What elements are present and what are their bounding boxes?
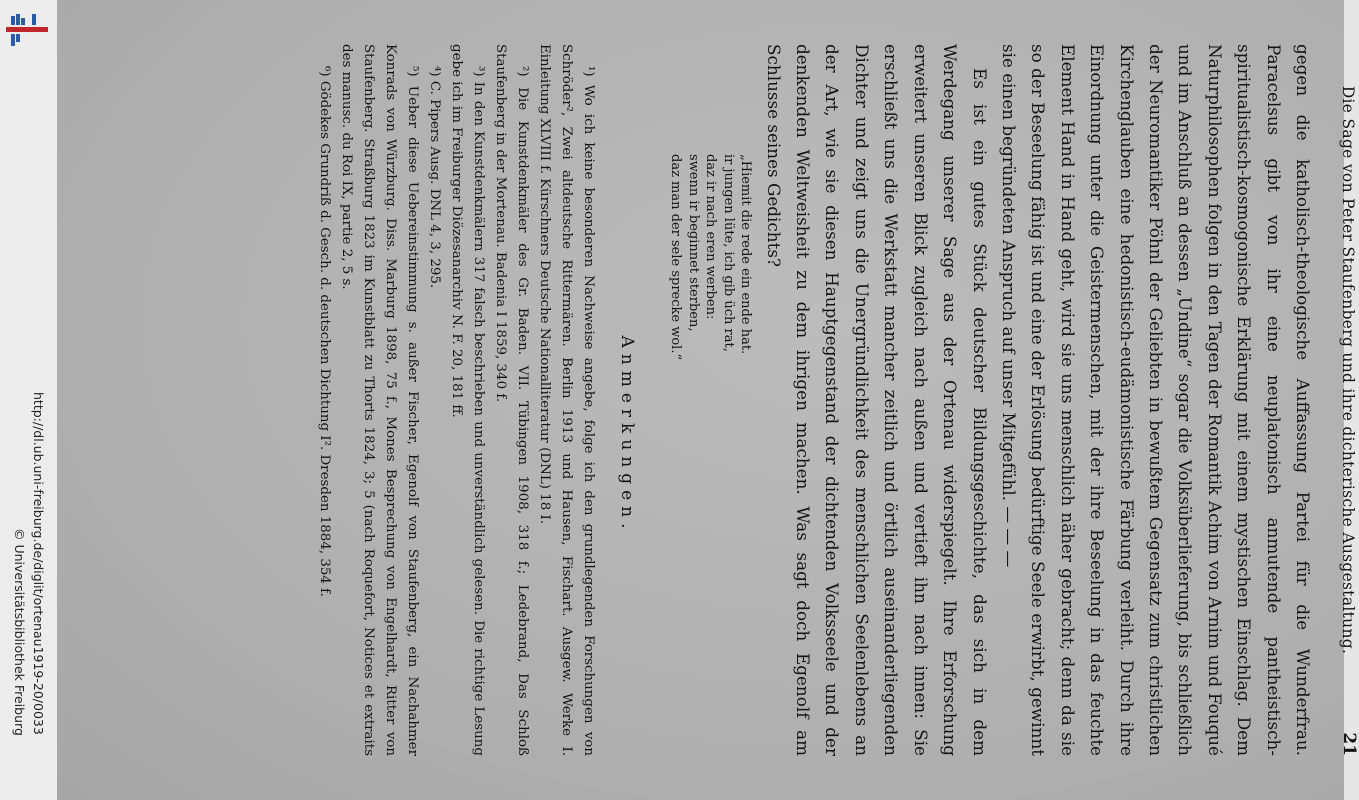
notes-heading: Anmerkungen. bbox=[616, 335, 637, 535]
viewer-sidebar bbox=[0, 0, 58, 800]
permalink-url[interactable]: http://dl.ub.uni-freiburg.de/diglit/ortenau1919-20/0033 bbox=[31, 392, 46, 735]
poem-line: daz man der sele sprecke wol.“ bbox=[668, 154, 684, 361]
footnote: ⁶) Gödekes Grundriß d. Gesch. d. deutschen Dichtung I². Dresden 1884, 354 f. bbox=[317, 66, 333, 597]
poem-line: ir jungen lüte, ich gib üch rat, bbox=[720, 154, 736, 352]
running-head-title: Die Sage von Peter Staufenberg und ihre dichterische Ausgestaltung. bbox=[1339, 85, 1357, 655]
scanned-page-area bbox=[57, 0, 1359, 800]
running-head bbox=[1333, 44, 1357, 756]
library-logo-icon bbox=[5, 12, 49, 50]
poem-line: daz ir nach eren werben: bbox=[703, 154, 719, 320]
page-number: 21 bbox=[1339, 732, 1359, 756]
poem-quote bbox=[667, 44, 755, 756]
footnote: ³) In den Kunstdenkmälern 317 falsch beschrieben und unverständlich gelesen. Die richtige Lesung gebe ich im Freiburger Diözesanarchiv N. F. 20, 181 ff. bbox=[449, 44, 487, 756]
poem-line: „Hiemit die rede ein ende hat. bbox=[738, 154, 754, 355]
footnote: ¹) Wo ich keine besonderen Nachweise angebe, folge ich den grundlegenden Forschungen von Schröder², Zwei altdeutsche Rittermären. Berlin 1913 und Hausen, Fischart. Ausgew. Werke I. Einleitung XLVIII f. Kürschners Deutsche Nationalliteratur (DNL) 18 I. bbox=[537, 44, 597, 756]
footnote: ²) Die Kunstdenkmäler des Gr. Baden. VII. Tübingen 1908, 318 f.; Ledebrand, Das Schloß Staufenberg in der Mortenau. Badenia I 1859, 340 f. bbox=[493, 44, 531, 756]
scanned-page bbox=[237, 44, 1357, 756]
footnote: ⁴) C. Pipers Ausg. DNL 4, 3, 295. bbox=[427, 66, 443, 289]
footnotes bbox=[313, 44, 599, 756]
body-text bbox=[313, 44, 1317, 756]
paragraph: Es ist ein gutes Stück deutscher Bildungsgeschichte, das sich in dem Werdegang unserer Sage aus der Ortenau widerspiegelt. Ihre Erforschung erweitert unseren Blick zugleich nach außen und vertieft ihn nach innen: Sie erschließt uns die Werkstatt mancher zeitlich und örtlich auseinanderliegenden Dichter und zeigt uns die Unergründlichkeit des menschlichen Seelenlebens an der Art, wie sie diesen Hauptgegenstand der dichtenden Volksseele und der denkenden Weltweisheit zu dem ihrigen machen. Was sagt doch Egenolf am Schlusse seines Gedichts? bbox=[763, 44, 990, 756]
footnote: ⁵) Ueber diese Uebereinstimmung s. außer Fischer, Egenolf von Staufenberg, ein Nachahmer Konrads von Würzburg. Diss. Marburg 1898, 75 f., Mones Besprechung von Engelhardt, Ritter von Staufenberg. Straßburg 1823 im Kunstblatt zu Thorts 1824, 3; 5 (nach Roquefort, Notices et extraits des manusc. du Roi IX, partie 2, 5 s. bbox=[339, 44, 421, 756]
poem-line: swenn ir beginnet sterben, bbox=[685, 154, 701, 332]
paragraph: gegen die katholisch-theologische Auffassung Partei für die Wunderfrau. Paracelsus gibt von ihr eine neuplatonisch anmutende pantheistisch-spiritualistisch-kosmogonische Erklärung mit einem mystischen Einschlag. Dem Naturphilosophen folgen in den Tagen der Romantik Achim von Arnim und Fouqué und im Anschluß an dessen „Undine“ sogar die Volksüberlieferung, bis schließlich der Neuromantiker Pöhnl der Geliebten in bewußtem Gegensatz zum christlichen Kirchenglauben eine hedonistisch-eudämonistische Färbung verleiht. Durch ihre Einordnung unter die Geistermenschen, mit der ihre Beseelung in das feuchte Element Hand in Hand geht, wird sie uns menschlich näher gebracht; denn da sie so der Beseelung fähig ist und eine der Erlösung bedürftige Seele erwirbt, gewinnt sie einen begründeten Anspruch auf unser Mitgefühl. — — — bbox=[998, 44, 1313, 756]
copyright-notice: © Universitätsbibliothek Freiburg bbox=[12, 528, 27, 736]
